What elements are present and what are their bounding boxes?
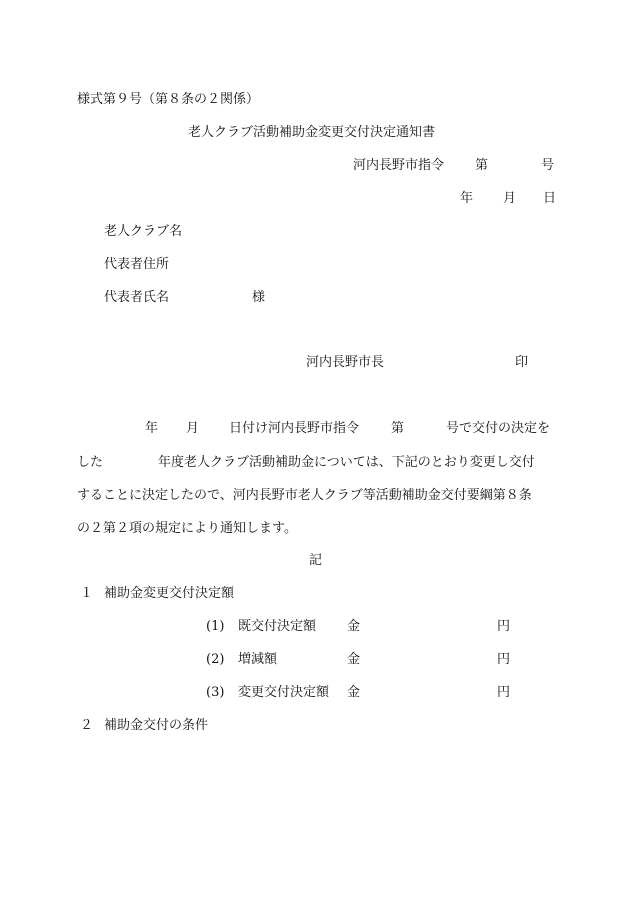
form-label: 様式第９号（第８条の２関係） (77, 92, 260, 107)
document-title: 老人クラブ活動補助金変更交付決定通知書 (188, 125, 436, 140)
item-yen: 円 (497, 685, 511, 700)
club-name-label: 老人クラブ名 (104, 224, 183, 239)
body-line-2 (0, 455, 630, 471)
body-line1-rest: 号で交付の決定を (446, 421, 551, 436)
body-line4-text: の２第２項の規定により通知します。 (77, 521, 297, 536)
body-line2-start: した (77, 455, 104, 470)
item-label: 変更交付決定額 (238, 685, 330, 700)
section1-item-2 (0, 652, 630, 668)
doc-number-dai: 第 (475, 158, 489, 173)
body-dai: 第 (391, 421, 405, 436)
section2-heading (0, 718, 630, 734)
section2-number: ２ (80, 718, 94, 733)
item-number: (1) (206, 619, 225, 634)
item-yen: 円 (497, 619, 511, 634)
date-month: 月 (503, 191, 517, 206)
doc-number-go: 号 (541, 158, 555, 173)
date-day: 日 (543, 191, 557, 206)
section1-heading (0, 586, 630, 602)
body-dated: 日付け河内長野市指令 (229, 421, 360, 436)
issuer-name: 河内長野市長 (306, 355, 385, 370)
section1-item-1 (0, 619, 630, 635)
seal-mark: 印 (515, 355, 529, 370)
item-yen: 円 (497, 652, 511, 667)
representative-address-label: 代表者住所 (104, 257, 170, 272)
item-number: (2) (206, 652, 225, 667)
representative-name-label: 代表者氏名 (104, 290, 170, 305)
body-line3-text: することに決定したので、河内長野市老人クラブ等活動補助金交付要綱第８条 (77, 488, 532, 503)
date-year: 年 (460, 191, 474, 206)
recipient-name-line (0, 290, 630, 306)
body-year: 年 (145, 421, 159, 436)
section1-number: １ (80, 586, 94, 601)
body-line-1 (0, 421, 630, 437)
body-line2-rest: 年度老人クラブ活動補助金については、下記のとおり変更し交付 (158, 455, 535, 470)
item-kin: 金 (347, 652, 361, 667)
body-month: 月 (186, 421, 200, 436)
ki-heading: 記 (309, 553, 323, 568)
item-label: 増減額 (238, 652, 278, 667)
item-label: 既交付決定額 (238, 619, 317, 634)
section2-title: 補助金交付の条件 (104, 718, 209, 733)
section1-title: 補助金変更交付決定額 (104, 586, 235, 601)
issuer-line (0, 355, 630, 371)
doc-number-line (0, 158, 630, 174)
item-kin: 金 (347, 619, 361, 634)
doc-number-prefix: 河内長野市指令 (353, 158, 445, 173)
item-number: (3) (206, 685, 225, 700)
honorific-sama: 様 (252, 290, 266, 305)
item-kin: 金 (347, 685, 361, 700)
section1-item-3 (0, 685, 630, 701)
date-line (0, 191, 630, 207)
